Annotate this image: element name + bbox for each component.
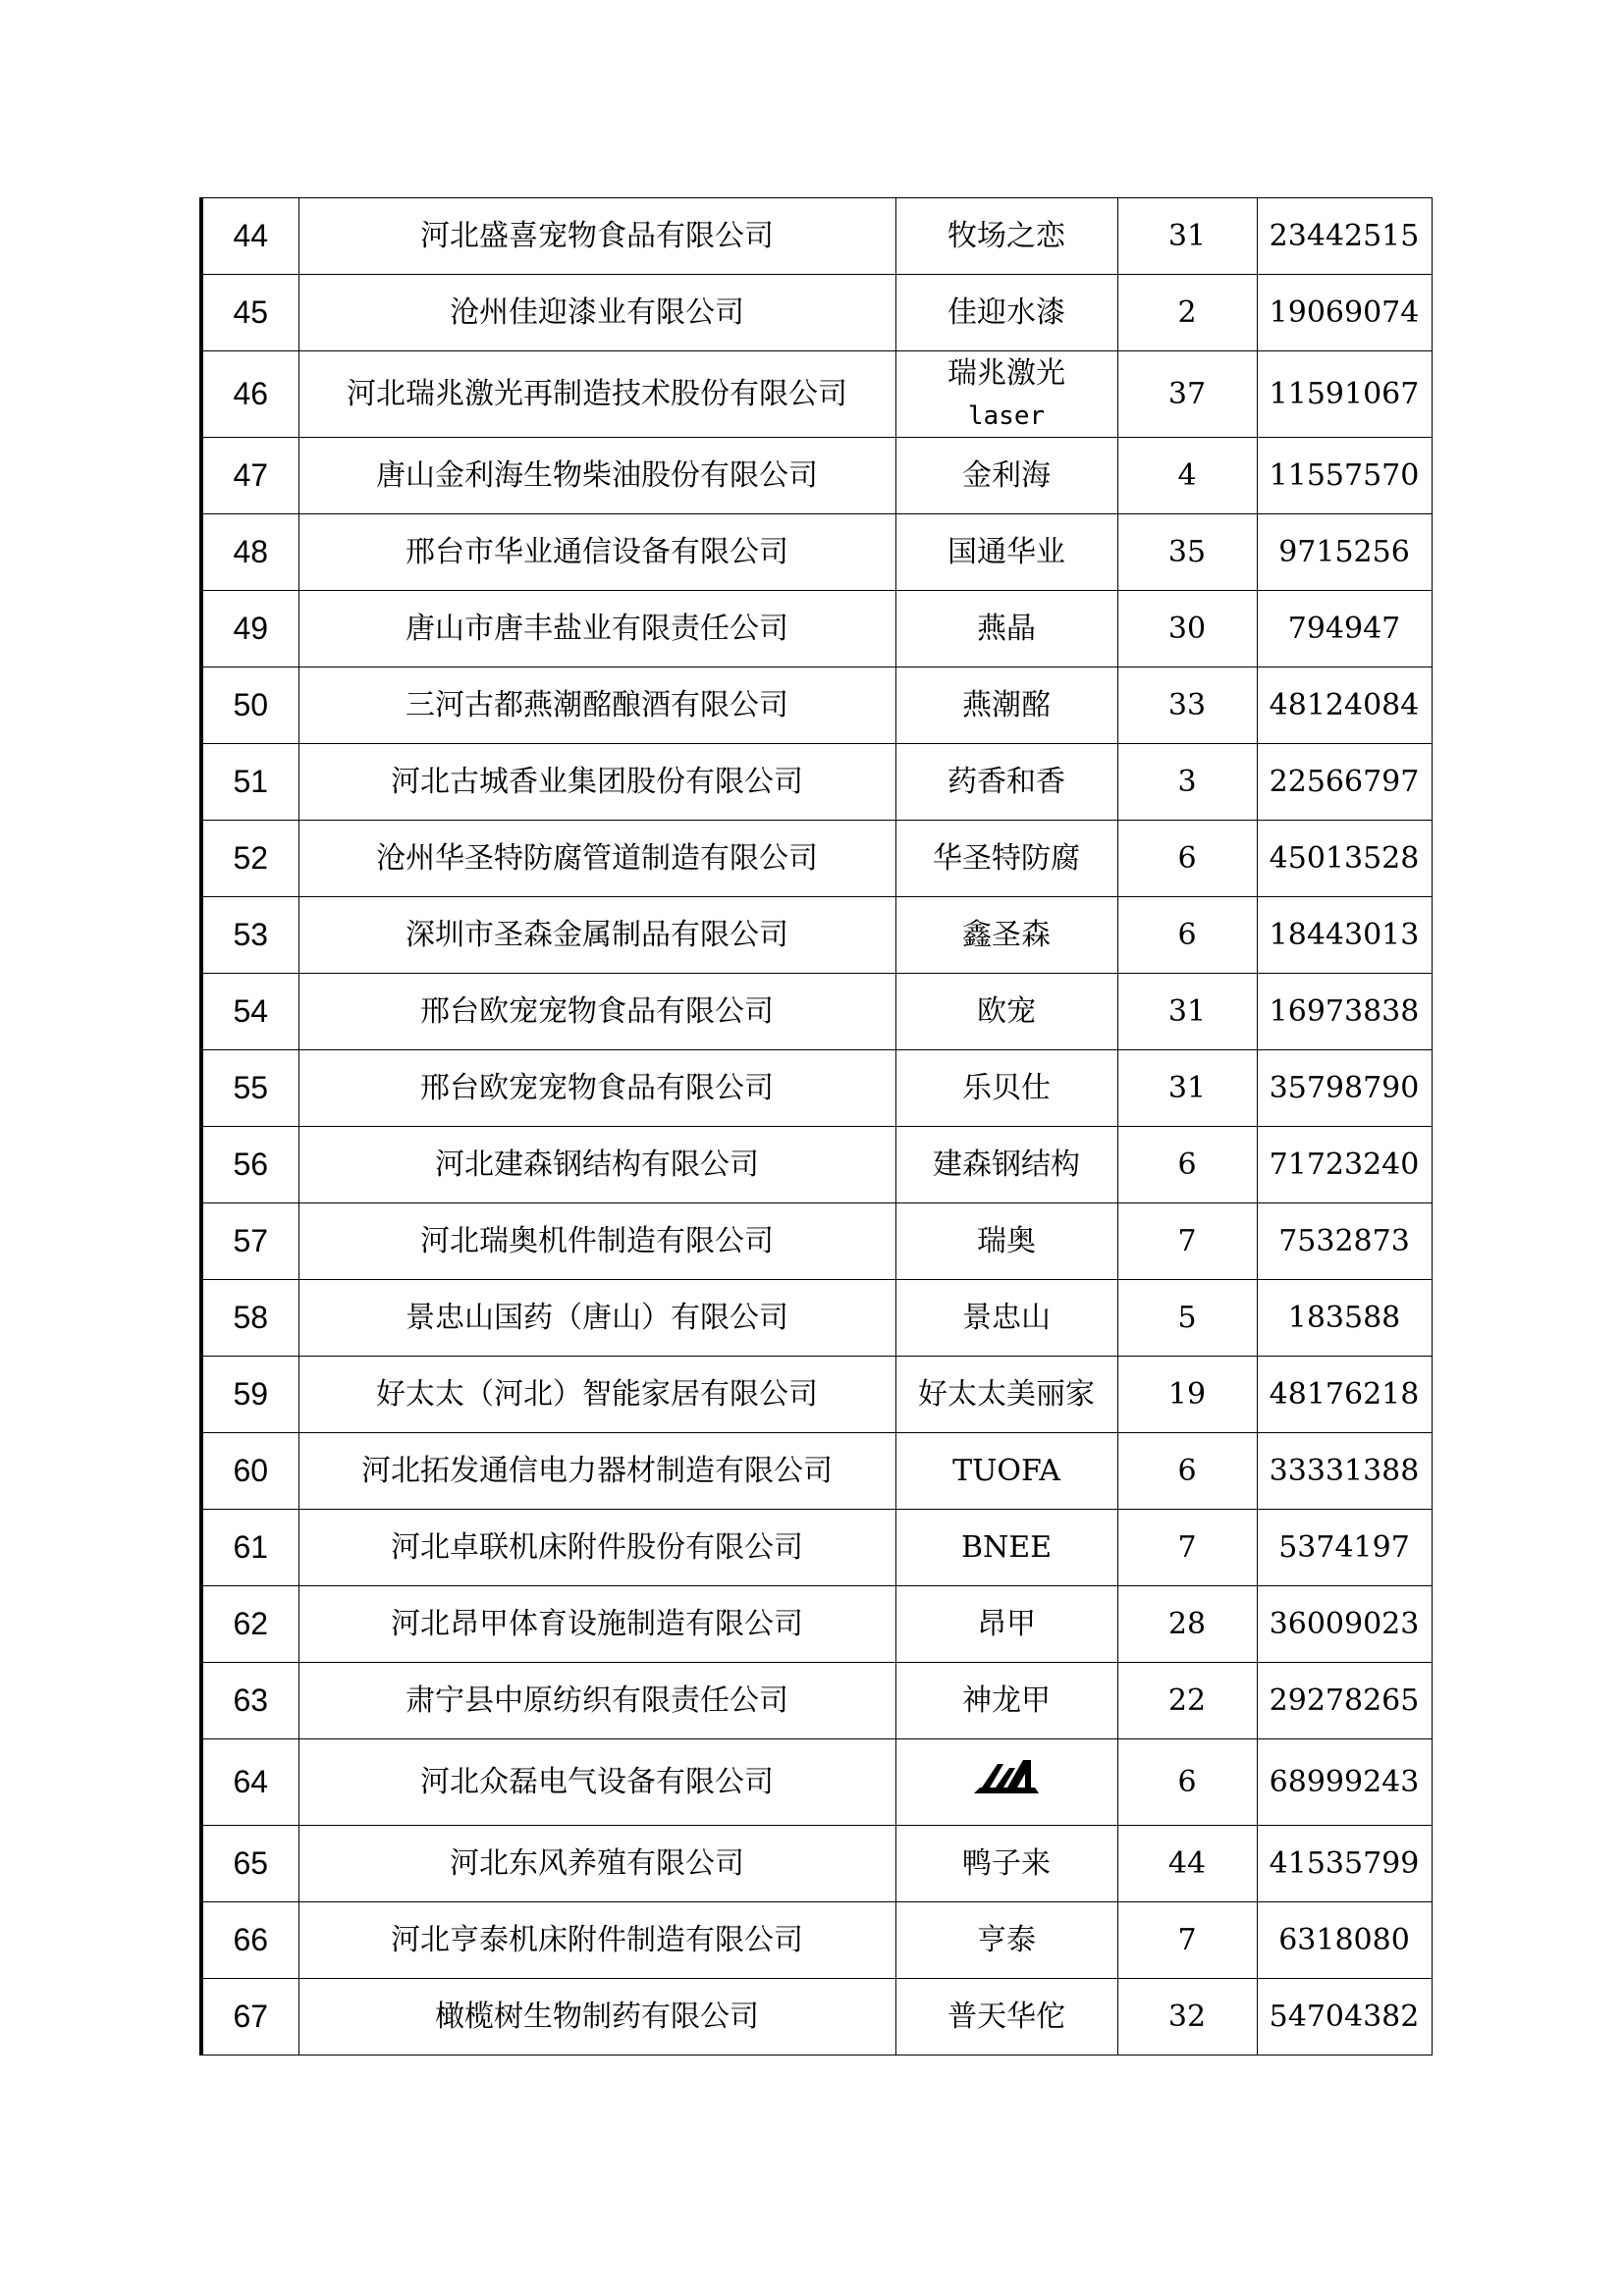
trademark-cell [895,821,1117,897]
company-name-cell: 河北众磊电气设备有限公司 [298,1739,895,1826]
trademark-cell [895,1586,1117,1663]
company-name-cell: 河北瑞奥机件制造有限公司 [298,1203,895,1280]
class-number-cell: 6 [1117,1433,1257,1510]
company-name-cell: 景忠山国药（唐山）有限公司 [298,1280,895,1357]
row-number-cell: 53 [201,897,298,974]
row-number-cell: 57 [201,1203,298,1280]
registration-number-cell: 6318080 [1257,1902,1432,1979]
row-number-cell: 55 [201,1050,298,1127]
trademark-cell [895,1739,1117,1826]
company-name-cell: 橄榄树生物制药有限公司 [298,1979,895,2056]
trademark-cell [895,1433,1117,1510]
trademark-name: 鸭子来 [962,1845,1051,1881]
trademark-name: 欧宠 [977,993,1036,1029]
table-row [201,744,1432,821]
trademark-cell [895,1280,1117,1357]
trademark-cell [895,1357,1117,1433]
table-row [201,1203,1432,1280]
trademark-cell [895,1050,1117,1127]
trademark-name: 鑫圣森 [962,917,1051,952]
trademark-cell [895,275,1117,351]
row-number-cell: 46 [201,351,298,438]
trademark-cell [895,667,1117,744]
company-name-cell: 唐山市唐丰盐业有限责任公司 [298,591,895,667]
company-name-cell: 河北亨泰机床附件制造有限公司 [298,1902,895,1979]
trademark-name: TUOFA [952,1453,1060,1488]
table-row [201,1826,1432,1902]
company-name-cell: 邢台欧宠宠物食品有限公司 [298,1050,895,1127]
company-name-cell: 肃宁县中原纺织有限责任公司 [298,1663,895,1739]
company-name-cell: 河北东风养殖有限公司 [298,1826,895,1902]
class-number-cell: 2 [1117,275,1257,351]
company-name-cell: 唐山金利海生物柴油股份有限公司 [298,438,895,514]
table-body [201,198,1432,2056]
trademark-cell [895,198,1117,275]
company-name-cell: 河北古城香业集团股份有限公司 [298,744,895,821]
row-number-cell: 58 [201,1280,298,1357]
class-number-cell: 7 [1117,1510,1257,1586]
table-row [201,1586,1432,1663]
trademark-cell [895,1663,1117,1739]
table-row [201,1739,1432,1826]
company-name-cell: 深圳市圣森金属制品有限公司 [298,897,895,974]
trademark-name: 好太太美丽家 [918,1376,1095,1412]
table-row [201,1663,1432,1739]
trademark-name: 建森钢结构 [933,1147,1080,1182]
trademark-name: 国通华业 [947,534,1065,569]
class-number-cell: 4 [1117,438,1257,514]
company-name-cell: 沧州佳迎漆业有限公司 [298,275,895,351]
registration-number-cell: 7532873 [1257,1203,1432,1280]
row-number-cell: 62 [201,1586,298,1663]
trademark-name-latin: laser [967,400,1046,431]
class-number-cell: 19 [1117,1357,1257,1433]
class-number-cell: 31 [1117,974,1257,1050]
trademark-name: 瑞兆激光 [947,355,1065,391]
trademark-cell [895,438,1117,514]
trademark-name: 药香和香 [947,764,1065,799]
row-number-cell: 45 [201,275,298,351]
trademark-name: 牧场之恋 [947,218,1065,253]
row-number-cell: 50 [201,667,298,744]
table-row [201,1433,1432,1510]
company-name-cell: 河北建森钢结构有限公司 [298,1127,895,1203]
registration-number-cell: 68999243 [1257,1739,1432,1826]
table-row [201,351,1432,438]
trademark-name: 华圣特防腐 [933,840,1080,876]
registration-number-cell: 48176218 [1257,1357,1432,1433]
row-number-cell: 59 [201,1357,298,1433]
row-number-cell: 67 [201,1979,298,2056]
row-number-cell: 51 [201,744,298,821]
trademark-name: 普天华佗 [947,1999,1065,2034]
registration-number-cell: 71723240 [1257,1127,1432,1203]
row-number-cell: 56 [201,1127,298,1203]
table-row [201,667,1432,744]
company-name-cell: 河北卓联机床附件股份有限公司 [298,1510,895,1586]
row-number-cell: 48 [201,514,298,591]
trademark-name: 昂甲 [977,1606,1036,1641]
trademark-name: 神龙甲 [962,1682,1051,1718]
trademark-cell [895,1510,1117,1586]
row-number-cell: 60 [201,1433,298,1510]
registration-number-cell: 11591067 [1257,351,1432,438]
trademark-name: BNEE [960,1529,1053,1565]
row-number-cell: 54 [201,974,298,1050]
company-name-cell: 河北盛喜宠物食品有限公司 [298,198,895,275]
company-name-cell: 邢台市华业通信设备有限公司 [298,514,895,591]
registration-number-cell: 16973838 [1257,974,1432,1050]
company-name-cell: 沧州华圣特防腐管道制造有限公司 [298,821,895,897]
trademark-cell [895,1127,1117,1203]
trademark-name: 燕潮酩 [962,687,1051,722]
table-row [201,1357,1432,1433]
trademark-name: 亨泰 [977,1922,1036,1957]
registration-number-cell: 29278265 [1257,1663,1432,1739]
company-name-cell: 河北拓发通信电力器材制造有限公司 [298,1433,895,1510]
trademark-name: 燕晶 [977,611,1036,646]
registration-number-cell: 22566797 [1257,744,1432,821]
row-number-cell: 66 [201,1902,298,1979]
class-number-cell: 31 [1117,198,1257,275]
company-name-cell: 邢台欧宠宠物食品有限公司 [298,974,895,1050]
trademark-cell [895,1826,1117,1902]
table-row [201,897,1432,974]
table-row [201,1127,1432,1203]
row-number-cell: 52 [201,821,298,897]
registration-number-cell: 18443013 [1257,897,1432,974]
class-number-cell: 6 [1117,1127,1257,1203]
table-row [201,438,1432,514]
row-number-cell: 49 [201,591,298,667]
row-number-cell: 61 [201,1510,298,1586]
registration-number-cell: 794947 [1257,591,1432,667]
table-row [201,1280,1432,1357]
table-row [201,514,1432,591]
table-row [201,1979,1432,2056]
class-number-cell: 6 [1117,1739,1257,1826]
table-row [201,974,1432,1050]
class-number-cell: 28 [1117,1586,1257,1663]
table-row [201,1902,1432,1979]
trademark-cell [895,1979,1117,2056]
trademark-cell [895,1203,1117,1280]
class-number-cell: 7 [1117,1203,1257,1280]
class-number-cell: 30 [1117,591,1257,667]
registration-number-cell: 19069074 [1257,275,1432,351]
registration-number-cell: 9715256 [1257,514,1432,591]
class-number-cell: 3 [1117,744,1257,821]
registration-number-cell: 41535799 [1257,1826,1432,1902]
registration-number-cell: 5374197 [1257,1510,1432,1586]
class-number-cell: 31 [1117,1050,1257,1127]
class-number-cell: 32 [1117,1979,1257,2056]
trademark-cell [895,351,1117,438]
table-row [201,1050,1432,1127]
trademark-name: 乐贝仕 [962,1070,1051,1105]
registration-number-cell: 48124084 [1257,667,1432,744]
trademark-name: 佳迎水漆 [947,294,1065,330]
trademark-name: 瑞奥 [977,1223,1036,1258]
trademark-table [199,197,1433,2056]
class-number-cell: 35 [1117,514,1257,591]
company-name-cell: 三河古都燕潮酩酿酒有限公司 [298,667,895,744]
registration-number-cell: 35798790 [1257,1050,1432,1127]
trademark-logo-icon [974,1760,1039,1805]
class-number-cell: 33 [1117,667,1257,744]
table-row [201,1510,1432,1586]
class-number-cell: 6 [1117,821,1257,897]
registration-number-cell: 183588 [1257,1280,1432,1357]
table-row [201,821,1432,897]
trademark-cell [895,1902,1117,1979]
class-number-cell: 37 [1117,351,1257,438]
trademark-cell [895,514,1117,591]
registration-number-cell: 11557570 [1257,438,1432,514]
row-number-cell: 65 [201,1826,298,1902]
class-number-cell: 5 [1117,1280,1257,1357]
class-number-cell: 44 [1117,1826,1257,1902]
trademark-cell [895,744,1117,821]
row-number-cell: 64 [201,1739,298,1826]
table-row [201,591,1432,667]
row-number-cell: 47 [201,438,298,514]
registration-number-cell: 36009023 [1257,1586,1432,1663]
registration-number-cell: 45013528 [1257,821,1432,897]
class-number-cell: 6 [1117,897,1257,974]
registration-number-cell: 23442515 [1257,198,1432,275]
trademark-cell [895,591,1117,667]
trademark-name: 景忠山 [962,1300,1051,1335]
company-name-cell: 河北瑞兆激光再制造技术股份有限公司 [298,351,895,438]
registration-number-cell: 33331388 [1257,1433,1432,1510]
table-row [201,275,1432,351]
class-number-cell: 22 [1117,1663,1257,1739]
table-row [201,198,1432,275]
company-name-cell: 好太太（河北）智能家居有限公司 [298,1357,895,1433]
trademark-cell [895,897,1117,974]
row-number-cell: 63 [201,1663,298,1739]
trademark-cell [895,974,1117,1050]
company-name-cell: 河北昂甲体育设施制造有限公司 [298,1586,895,1663]
registration-number-cell: 54704382 [1257,1979,1432,2056]
trademark-name: 金利海 [962,457,1051,493]
class-number-cell: 7 [1117,1902,1257,1979]
row-number-cell: 44 [201,198,298,275]
